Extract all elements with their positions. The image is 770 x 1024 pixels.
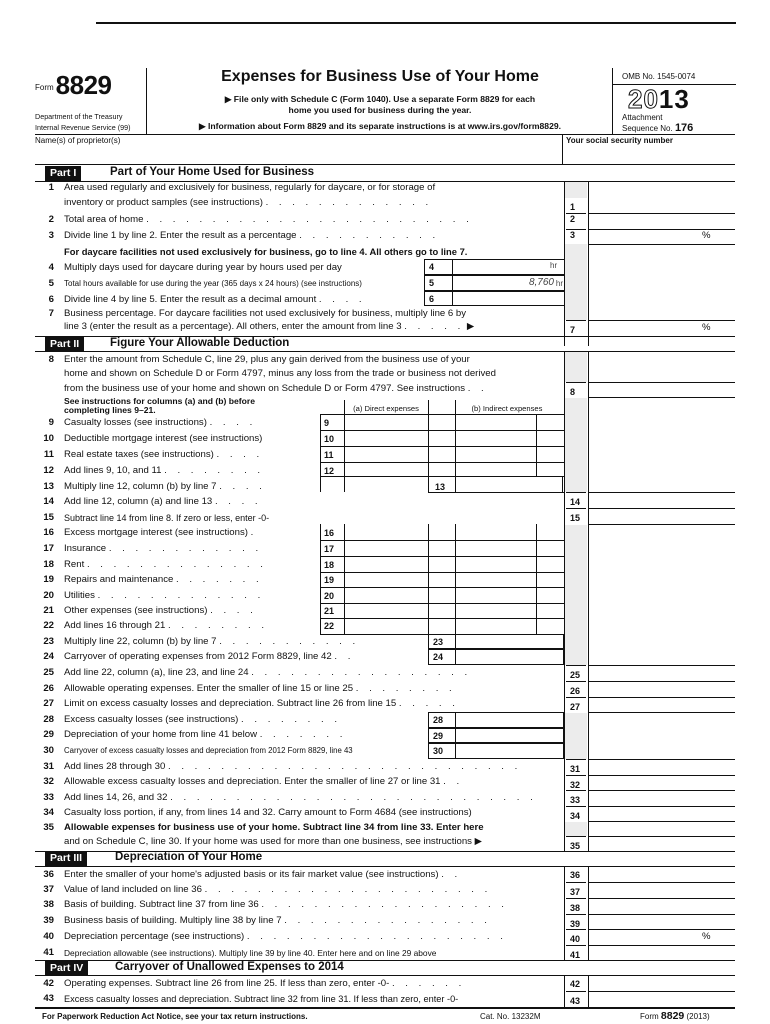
box-10-label: 10 bbox=[324, 434, 335, 444]
line-42-text: Operating expenses. Subtract line 26 from line 25. If less than zero, enter -0- . . . . . . bbox=[64, 978, 466, 989]
box-34-label: 34 bbox=[566, 806, 586, 822]
line-43-text: Excess casualty losses and depreciation. Subtract line 32 from line 31. If less than zero, enter -0- bbox=[64, 994, 459, 1004]
line-38-text: Basis of building. Subtract line 37 from line 36 . . . . . . . . . . . . . . . . . . . bbox=[64, 899, 508, 910]
line-22b-field[interactable] bbox=[456, 619, 535, 633]
box-8-label: 8 bbox=[566, 382, 586, 398]
box-14-label: 14 bbox=[566, 492, 586, 508]
grid-line bbox=[536, 414, 537, 476]
box-6-label: 6 bbox=[424, 291, 452, 306]
line-36-field[interactable] bbox=[589, 867, 735, 882]
line-num: 35 bbox=[43, 822, 54, 833]
shaded-cell bbox=[565, 822, 587, 836]
line-num: 3 bbox=[48, 230, 54, 241]
line-num: 24 bbox=[43, 651, 54, 662]
line-29-field[interactable] bbox=[455, 728, 564, 743]
box-27-label: 27 bbox=[566, 697, 586, 713]
line-14-text: Add line 12, column (a) and line 13 . . . . bbox=[64, 496, 262, 507]
line-21-text: Other expenses (see instructions) . . . . bbox=[64, 605, 257, 616]
percent-sign: % bbox=[702, 322, 711, 333]
line-9-text: Casualty losses (see instructions) . . . . bbox=[64, 417, 257, 428]
line-40-field[interactable] bbox=[589, 930, 699, 945]
line-30-text: Carryover of excess casualty losses and depreciation from 2012 Form 8829, line 43 bbox=[64, 746, 353, 755]
part-2-rule bbox=[35, 351, 735, 352]
box-3-label: 3 bbox=[566, 229, 586, 245]
line-1-text-b: inventory or product samples (see instructions) . . . . . . . . . . . . . bbox=[64, 197, 433, 208]
line-23-field[interactable] bbox=[455, 634, 564, 649]
line-11b-field[interactable] bbox=[456, 447, 535, 462]
header-divider-left bbox=[146, 68, 147, 134]
header-divider-right bbox=[612, 68, 613, 134]
box-33-label: 33 bbox=[566, 790, 586, 806]
right-col-line bbox=[564, 866, 565, 960]
line-num: 30 bbox=[43, 745, 54, 756]
line-num: 28 bbox=[43, 714, 54, 725]
line-num: 40 bbox=[43, 931, 54, 942]
line-35-field[interactable] bbox=[589, 837, 735, 851]
line-num: 5 bbox=[48, 278, 54, 289]
percent-sign: % bbox=[702, 230, 711, 241]
footer-rule bbox=[35, 1007, 735, 1009]
part-3-title: Depreciation of Your Home bbox=[115, 851, 263, 863]
line-num: 33 bbox=[43, 792, 54, 803]
line-num: 23 bbox=[43, 636, 54, 647]
line-num: 2 bbox=[48, 214, 54, 225]
line-39-field[interactable] bbox=[589, 915, 735, 930]
line-41-field[interactable] bbox=[589, 946, 735, 960]
line-num: 27 bbox=[43, 698, 54, 709]
line-num: 8 bbox=[48, 354, 54, 365]
box-38-label: 38 bbox=[566, 898, 586, 914]
line-28-field[interactable] bbox=[455, 712, 564, 728]
hours-unit: hr bbox=[550, 261, 558, 270]
line-8-text-b: home and shown on Schedule D or Form 4797, minus any loss from the trade or business not derived bbox=[64, 368, 496, 379]
part-4-label: Part IV bbox=[45, 961, 88, 976]
box-7-label: 7 bbox=[566, 320, 586, 336]
line-num: 43 bbox=[43, 993, 54, 1004]
box-19-label: 19 bbox=[324, 575, 335, 585]
rule bbox=[588, 397, 735, 398]
line-num: 4 bbox=[48, 262, 54, 273]
line-38-field[interactable] bbox=[589, 899, 735, 914]
line-18a-field[interactable] bbox=[345, 557, 427, 572]
line-32-text: Allowable excess casualty losses and depreciation. Enter the smaller of line 27 or line 31 . . bbox=[64, 776, 464, 787]
line-num: 9 bbox=[48, 417, 54, 428]
line-39-text: Business basis of building. Multiply line 38 by line 7 . . . . . . . . . . . . . . . . bbox=[64, 915, 491, 926]
line-15-text: Subtract line 14 from line 8. If zero or less, enter -0- bbox=[64, 513, 270, 523]
box-30-label: 30 bbox=[428, 743, 456, 759]
box-16-label: 16 bbox=[324, 528, 335, 538]
line-num: 18 bbox=[43, 559, 54, 570]
line-num: 36 bbox=[43, 869, 54, 880]
part-1-label: Part I bbox=[45, 166, 81, 181]
line-22-text: Add lines 16 through 21 . . . . . . . . bbox=[64, 620, 268, 631]
line-31-text: Add lines 28 through 30 . . . . . . . . . . . . . . . . . . . . . . . . . . . bbox=[64, 761, 522, 772]
line-11-text: Real estate taxes (see instructions) . . . . bbox=[64, 449, 264, 460]
box-40-label: 40 bbox=[566, 929, 586, 945]
rule bbox=[588, 244, 735, 245]
line-num: 7 bbox=[48, 308, 54, 319]
line-27-field[interactable] bbox=[589, 698, 735, 712]
box-4-label: 4 bbox=[424, 259, 452, 275]
line-num: 39 bbox=[43, 915, 54, 926]
line-10b-field[interactable] bbox=[456, 431, 535, 446]
line-34-field[interactable] bbox=[589, 807, 735, 821]
line-32-field[interactable] bbox=[589, 776, 735, 791]
line-15-field[interactable] bbox=[589, 509, 735, 524]
line-9b-field[interactable] bbox=[456, 415, 535, 430]
box-43-label: 43 bbox=[566, 991, 586, 1007]
shaded-cell bbox=[565, 713, 587, 759]
form-title: Expenses for Business Use of Your Home bbox=[221, 68, 539, 85]
box-37-label: 37 bbox=[566, 882, 586, 898]
line-43-field[interactable] bbox=[589, 992, 735, 1006]
line-4-text: Multiply days used for daycare during year by hours used per day bbox=[64, 262, 342, 273]
daycare-instruction: For daycare facilities not used exclusively for business, go to line 4. All others go to line 7. bbox=[64, 246, 468, 257]
shaded-cell bbox=[565, 244, 587, 320]
line-24-field[interactable] bbox=[455, 649, 564, 665]
line-10a-field[interactable] bbox=[345, 431, 427, 446]
line-num: 31 bbox=[43, 761, 54, 772]
line-40-text: Depreciation percentage (see instructions) . . . . . . . . . . . . . . . . . . . . bbox=[64, 931, 507, 942]
line-1-field[interactable] bbox=[589, 198, 735, 213]
right-col-line bbox=[564, 975, 565, 1007]
box-11-label: 11 bbox=[324, 450, 334, 460]
shaded-cell bbox=[565, 352, 587, 382]
box-24-label: 24 bbox=[428, 649, 456, 665]
ssn-field[interactable] bbox=[564, 146, 734, 163]
line-35-text: Allowable expenses for business use of your home. Subtract line 34 from line 33. Enter here bbox=[64, 822, 484, 833]
part-1-header bbox=[35, 166, 735, 181]
attachment-sequence: Attachment Sequence No. 176 bbox=[622, 113, 694, 134]
percent-sign: % bbox=[702, 931, 711, 942]
line-8-field[interactable] bbox=[589, 383, 735, 397]
rule bbox=[588, 712, 735, 713]
line-26-field[interactable] bbox=[589, 682, 735, 697]
line-num: 25 bbox=[43, 667, 54, 678]
line-20-text: Utilities . . . . . . . . . . . . . bbox=[64, 590, 265, 601]
box-25-label: 25 bbox=[566, 665, 586, 681]
footer-form-id: Form 8829 (2013) bbox=[640, 1010, 710, 1022]
part-1-title: Part of Your Home Used for Business bbox=[110, 166, 315, 178]
box-23-label: 23 bbox=[428, 634, 456, 649]
box-28-label: 28 bbox=[428, 712, 456, 728]
shaded-cell bbox=[565, 182, 587, 198]
line-4-field[interactable] bbox=[452, 259, 564, 275]
line-7-field[interactable] bbox=[589, 321, 699, 335]
line-20b-field[interactable] bbox=[456, 588, 535, 603]
line-12b-field[interactable] bbox=[456, 463, 535, 476]
part-4-header bbox=[35, 961, 735, 976]
box-29-label: 29 bbox=[428, 728, 456, 743]
box-9-label: 9 bbox=[324, 418, 330, 428]
department-label bbox=[35, 111, 145, 133]
box-35-label: 35 bbox=[566, 836, 586, 852]
box-42-label: 42 bbox=[570, 979, 581, 989]
line-28-text: Excess casualty losses (see instructions) . . . . . . . . bbox=[64, 714, 342, 725]
form-number: Form8829 bbox=[35, 70, 112, 100]
paperwork-notice: For Paperwork Reduction Act Notice, see your tax return instructions. bbox=[42, 1012, 308, 1021]
line-37-text: Value of land included on line 36 . . . . . . . . . . . . . . . . . . . . . . bbox=[64, 884, 492, 895]
line-37-field[interactable] bbox=[589, 883, 735, 898]
line-30-field[interactable] bbox=[455, 743, 564, 759]
line-19b-field[interactable] bbox=[456, 573, 535, 587]
line-num: 14 bbox=[43, 496, 54, 507]
line-23-text: Multiply line 22, column (b) by line 7 . . . . . . . . . . . bbox=[64, 636, 360, 647]
col-a-header: (a) Direct expenses bbox=[353, 404, 419, 413]
box-32-label: 32 bbox=[566, 775, 586, 791]
line-17-text: Insurance . . . . . . . . . . . . bbox=[64, 543, 263, 554]
line-19-text: Repairs and maintenance . . . . . . . bbox=[64, 574, 263, 585]
box-21-label: 21 bbox=[324, 606, 335, 616]
rule bbox=[588, 524, 735, 525]
line-num: 6 bbox=[48, 294, 54, 305]
line-17a-field[interactable] bbox=[345, 541, 427, 556]
line-num: 10 bbox=[43, 433, 54, 444]
line-7-text: Business percentage. For daycare facilities not used exclusively for business, multiply line 6 by bbox=[64, 308, 467, 319]
line-36-text: Enter the smaller of your home's adjusted basis or its fair market value (see instructions) . . bbox=[64, 869, 462, 880]
line-num: 20 bbox=[43, 590, 54, 601]
line-num: 22 bbox=[43, 620, 54, 631]
line-num: 41 bbox=[43, 947, 54, 958]
grid-line bbox=[320, 414, 321, 492]
line-29-text: Depreciation of your home from line 41 below . . . . . . . bbox=[64, 729, 347, 740]
line-3-field[interactable] bbox=[589, 230, 699, 244]
line-6-field[interactable] bbox=[452, 291, 564, 306]
line-8-text: Enter the amount from Schedule C, line 29, plus any gain derived from the business use of your bbox=[64, 354, 470, 365]
box-22-label: 22 bbox=[324, 621, 335, 631]
part-3-header bbox=[35, 851, 735, 866]
line-19a-field[interactable] bbox=[345, 573, 427, 587]
columns-note: See instructions for columns (a) and (b) before completing lines 9–21. bbox=[64, 396, 255, 415]
line-25-field[interactable] bbox=[589, 666, 735, 681]
box-31-label: 31 bbox=[566, 759, 586, 775]
part-2-header bbox=[35, 337, 735, 352]
dept-line-1: Department of the Treasury bbox=[35, 112, 123, 121]
box-2-label: 2 bbox=[566, 213, 586, 229]
line-8-text-c: from the business use of your home and shown on Schedule D or Form 4797. See instructions . . bbox=[64, 383, 488, 394]
box-26-label: 26 bbox=[566, 681, 586, 697]
line-18b-field[interactable] bbox=[456, 557, 535, 572]
line-num: 29 bbox=[43, 729, 54, 740]
line-25-text: Add line 22, column (a), line 23, and line 24 . . . . . . . . . . . . . . . . . bbox=[64, 667, 472, 678]
box-39-label: 39 bbox=[566, 914, 586, 930]
line-num: 16 bbox=[43, 527, 54, 538]
box-12-label: 12 bbox=[324, 466, 335, 476]
line-10-text: Deductible mortgage interest (see instructions) bbox=[64, 433, 263, 444]
ssn-divider bbox=[562, 134, 563, 164]
box-17-label: 17 bbox=[324, 544, 335, 554]
line-2-text: Total area of home . . . . . . . . . . . . . . . . . . . . . . . . . bbox=[64, 214, 473, 225]
line-35-text-b: and on Schedule C, line 30. If your home was used for more than one business, see instructions ▶ bbox=[64, 836, 483, 847]
line-num: 38 bbox=[43, 899, 54, 910]
line-33-text: Add lines 14, 26, and 32 . . . . . . . . . . . . . . . . . . . . . . . . . . . . bbox=[64, 792, 537, 803]
part-3-label: Part III bbox=[45, 851, 87, 866]
shaded-cell bbox=[565, 525, 587, 665]
line-num: 34 bbox=[43, 807, 54, 818]
line-3-text: Divide line 1 by line 2. Enter the result as a percentage . . . . . . . . . . . bbox=[64, 230, 440, 241]
box-41-label: 41 bbox=[566, 945, 586, 961]
line-num: 42 bbox=[43, 978, 54, 989]
line-31-field[interactable] bbox=[589, 760, 735, 775]
line-41-text: Depreciation allowable (see instructions). Multiply line 39 by line 40. Enter here and on line 29 above bbox=[64, 948, 437, 958]
top-rule bbox=[96, 22, 736, 24]
line-6-text: Divide line 4 by line 5. Enter the result as a decimal amount . . . . bbox=[64, 294, 366, 305]
part-4-title: Carryover of Unallowed Expenses to 2014 bbox=[115, 961, 344, 973]
line-num: 37 bbox=[43, 884, 54, 895]
line-num: 15 bbox=[43, 512, 54, 523]
line-12-text: Add lines 9, 10, and 11 . . . . . . . . bbox=[64, 465, 265, 476]
line-16b-field[interactable] bbox=[456, 525, 535, 540]
line-27-text: Limit on excess casualty losses and depreciation. Subtract line 26 from line 15 . . . . . bbox=[64, 698, 459, 709]
line-17b-field[interactable] bbox=[456, 541, 535, 556]
box-5-label: 5 bbox=[424, 275, 452, 291]
grid-rule bbox=[428, 492, 564, 493]
instruction-2: ▶ Information about Form 8829 and its separate instructions is at www.irs.gov/form8829. bbox=[198, 121, 562, 131]
line-num: 26 bbox=[43, 683, 54, 694]
box-15-label: 15 bbox=[566, 508, 586, 524]
tax-year: 2013 bbox=[628, 84, 690, 114]
box-13-label: 13 bbox=[435, 482, 446, 492]
line-34-text: Casualty loss portion, if any, from lines 14 and 32. Carry amount to Form 4684 (see instructions) bbox=[64, 807, 472, 818]
header-rule bbox=[35, 134, 735, 135]
line-26-text: Allowable operating expenses. Enter the smaller of line 15 or line 25 . . . . . . . . bbox=[64, 683, 456, 694]
name-rule bbox=[35, 164, 735, 165]
line-5-text: Total hours available for use during the year (365 days x 24 hours) (see instructions) bbox=[64, 279, 362, 288]
line-24-text: Carryover of operating expenses from 2012 Form 8829, line 42 . . bbox=[64, 651, 355, 662]
line-9a-field[interactable] bbox=[345, 415, 427, 430]
line-20a-field[interactable] bbox=[345, 588, 427, 603]
line-2-field[interactable] bbox=[589, 214, 735, 229]
line-num: 13 bbox=[43, 481, 54, 492]
line-33-field[interactable] bbox=[589, 791, 735, 806]
proprietor-name-label: Name(s) of proprietor(s) bbox=[35, 136, 121, 145]
ssn-label: Your social security number bbox=[566, 136, 673, 145]
col-b-header: (b) Indirect expenses bbox=[471, 404, 543, 413]
line-22a-field[interactable] bbox=[345, 619, 427, 633]
line-num: 17 bbox=[43, 543, 54, 554]
box-18-label: 18 bbox=[324, 560, 335, 570]
rule bbox=[588, 821, 735, 822]
line-14-field[interactable] bbox=[589, 493, 735, 508]
line-12a-field[interactable] bbox=[345, 463, 427, 476]
box-36-label: 36 bbox=[570, 870, 581, 880]
line-21b-field[interactable] bbox=[456, 604, 535, 618]
line-42-field[interactable] bbox=[589, 976, 735, 991]
box-20-label: 20 bbox=[324, 591, 335, 601]
catalog-number: Cat. No. 13232M bbox=[480, 1012, 541, 1021]
line-num: 32 bbox=[43, 776, 54, 787]
line-11a-field[interactable] bbox=[345, 447, 427, 462]
line-16-text: Excess mortgage interest (see instructions) . bbox=[64, 527, 258, 538]
part-2-title: Figure Your Allowable Deduction bbox=[110, 337, 290, 349]
omb-number: OMB No. 1545-0074 bbox=[622, 72, 696, 81]
line-21a-field[interactable] bbox=[345, 604, 427, 618]
line-13-field[interactable] bbox=[456, 477, 563, 492]
line-num: 12 bbox=[43, 465, 54, 476]
part-2-label: Part II bbox=[45, 337, 84, 352]
line-num: 21 bbox=[43, 605, 54, 616]
line-18-text: Rent . . . . . . . . . . . . . . bbox=[64, 559, 267, 570]
line-1-text: Area used regularly and exclusively for business, regularly for daycare, or for storage of bbox=[64, 182, 436, 193]
instruction-1: ▶ File only with Schedule C (Form 1040). Use a separate Form 8829 for each home you used for business during the year. bbox=[224, 94, 536, 115]
line-num: 11 bbox=[43, 449, 54, 460]
line-7-text-b: line 3 (enter the result as a percentage). All others, enter the amount from line 3 . . . . . ▶ bbox=[64, 321, 475, 332]
line-num: 1 bbox=[48, 182, 54, 193]
line-13-text: Multiply line 12, column (b) by line 7 . . . . bbox=[64, 481, 266, 492]
box-1-label: 1 bbox=[570, 202, 576, 212]
line-16a-field[interactable] bbox=[345, 525, 427, 540]
dept-line-2: Internal Revenue Service (99) bbox=[35, 123, 131, 132]
line-num: 19 bbox=[43, 574, 54, 585]
shaded-cell bbox=[565, 398, 587, 492]
line-5-field[interactable]: 8,760 hr bbox=[452, 275, 564, 291]
proprietor-name-field[interactable] bbox=[35, 146, 562, 163]
